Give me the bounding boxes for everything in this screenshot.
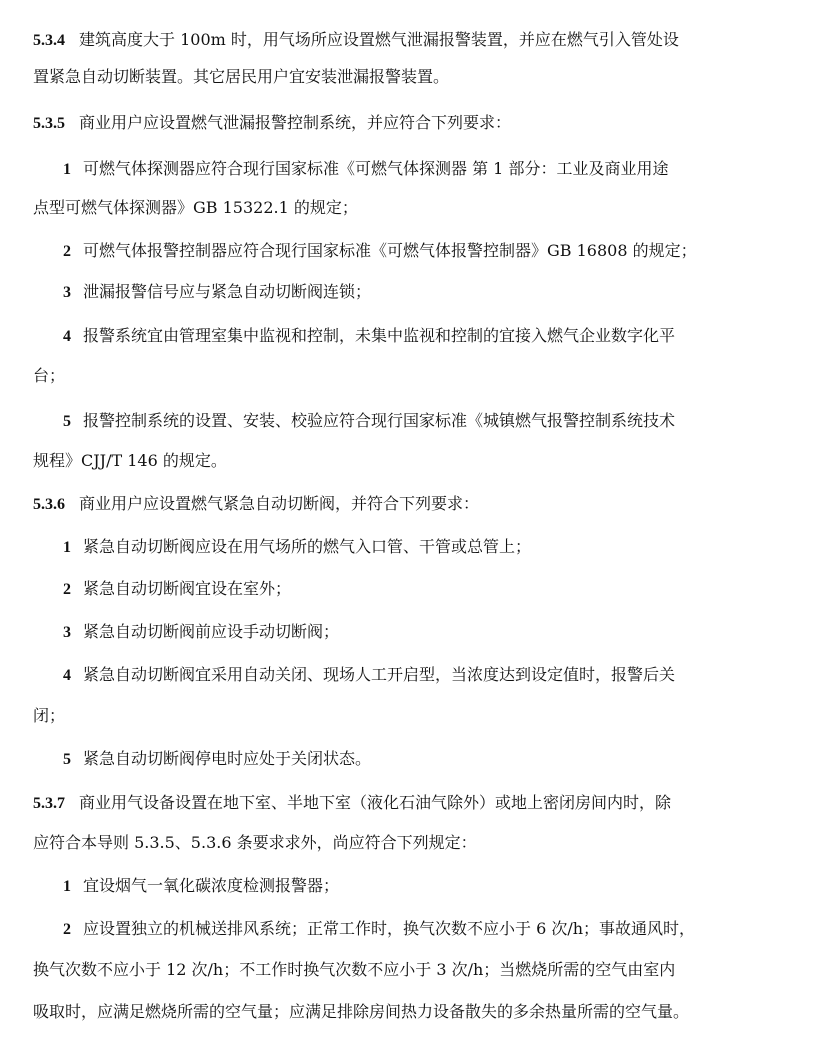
item-text-line: 紧急自动切断阀宜采用自动关闭、现场人工开启型，当浓度达到设定值时，报警后关 [83, 665, 676, 684]
clause-number: 5.3.6 [33, 496, 65, 513]
clause-text-line: 应符合本导则 5.3.5、5.3.6 条要求求外，尚应符合下列规定： [33, 833, 477, 852]
list-item [63, 919, 695, 939]
item-text-line: 吸取时，应满足燃烧所需的空气量；应满足排除房间热力设备散失的多余热量所需的空气量。 [33, 1002, 690, 1021]
item-number: 5 [63, 751, 71, 768]
item-number: 2 [63, 581, 71, 598]
item-text-line: 紧急自动切断阀前应设手动切断阀； [83, 622, 340, 641]
list-item [63, 876, 339, 896]
item-text-line: 规程》CJJ/T 146 的规定。 [33, 451, 227, 470]
list-item [63, 665, 675, 685]
list-item [63, 326, 675, 346]
item-number: 1 [63, 878, 71, 895]
item-number: 1 [63, 539, 71, 556]
clause-text-line: 商业用气设备设置在地下室、半地下室（液化石油气除外）或地上密闭房间内时，除 [79, 793, 672, 812]
clause-number: 5.3.5 [33, 115, 65, 132]
item-text-line: 台； [33, 366, 66, 385]
list-item [63, 411, 675, 431]
item-number: 4 [63, 328, 71, 345]
item-text-line: 泄漏报警信号应与紧急自动切断阀连锁； [83, 282, 372, 301]
item-number: 1 [63, 161, 71, 178]
list-item [63, 579, 291, 599]
item-text-line: 点型可燃气体探测器》GB 15322.1 的规定； [33, 198, 358, 217]
item-text-line: 报警控制系统的设置、安装、校验应符合现行国家标准《城镇燃气报警控制系统技术 [83, 411, 676, 430]
item-text-line: 紧急自动切断阀停电时应处于关闭状态。 [83, 749, 372, 768]
clause-text-line: 商业用户应设置燃气泄漏报警控制系统，并应符合下列要求： [79, 113, 512, 132]
item-number: 3 [63, 284, 71, 301]
item-text-line: 换气次数不应小于 12 次/h；不工作时换气次数不应小于 3 次/h；当燃烧所需的空气由室内 [33, 960, 676, 979]
list-item [63, 282, 371, 302]
item-text-line: 宜设烟气一氧化碳浓度检测报警器； [83, 876, 340, 895]
clause-text-line: 商业用户应设置燃气紧急自动切断阀，并符合下列要求： [79, 494, 480, 513]
clause-number: 5.3.7 [33, 795, 65, 812]
item-number: 2 [63, 243, 71, 260]
list-item [63, 159, 668, 179]
clause-5-3-5 [33, 113, 511, 133]
list-item [63, 241, 697, 261]
clause-text-line: 建筑高度大于 100m 时，用气场所应设置燃气泄漏报警装置，并应在燃气引入管处设 [79, 30, 679, 49]
item-number: 2 [63, 921, 71, 938]
clause-5-3-6 [33, 494, 479, 514]
item-text-line: 闭； [33, 706, 66, 725]
item-number: 4 [63, 667, 71, 684]
clause-number: 5.3.4 [33, 32, 65, 49]
clause-text-line: 置紧急自动切断装置。其它居民用户宜安装泄漏报警装置。 [33, 67, 450, 86]
item-number: 5 [63, 413, 71, 430]
item-text-line: 紧急自动切断阀应设在用气场所的燃气入口管、干管或总管上； [83, 537, 532, 556]
clause-5-3-4 [33, 30, 679, 50]
clause-5-3-7 [33, 793, 671, 813]
item-text-line: 应设置独立的机械送排风系统；正常工作时，换气次数不应小于 6 次/h；事故通风时， [83, 919, 696, 938]
item-text-line: 可燃气体报警控制器应符合现行国家标准《可燃气体报警控制器》GB 16808 的规定； [83, 241, 697, 260]
list-item [63, 537, 531, 557]
item-text-line: 报警系统宜由管理室集中监视和控制，未集中监视和控制的宜接入燃气企业数字化平 [83, 326, 676, 345]
item-text-line: 紧急自动切断阀宜设在室外； [83, 579, 292, 598]
item-text-line: 可燃气体探测器应符合现行国家标准《可燃气体探测器 第 1 部分：工业及商业用途 [83, 159, 669, 178]
item-number: 3 [63, 624, 71, 641]
list-item [63, 749, 371, 769]
list-item [63, 622, 339, 642]
